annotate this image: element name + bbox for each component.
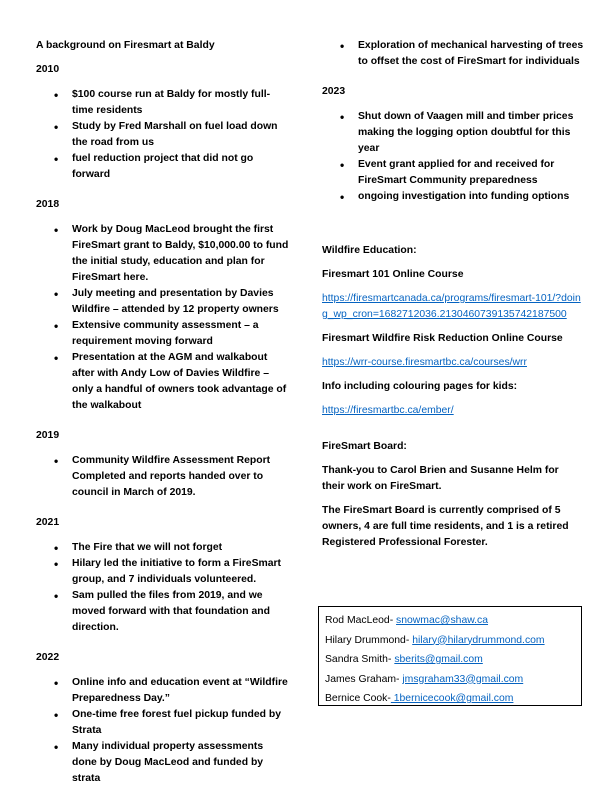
board-composition: The FireSmart Board is currently comprised of 5 owners, 4 are full time residents, and 1 is a retired Registered Professional Forester. — [322, 505, 569, 548]
list-item: • Study by Fred Marshall on fuel load down the road from us — [72, 119, 290, 151]
course-link[interactable]: https://firesmartcanada.ca/programs/firesmart-101/?doing_wp_cron=1682712036.2130460739135742187500 — [322, 293, 581, 320]
list-item: • Event grant applied for and received for FireSmart Community preparedness — [358, 157, 584, 189]
list-item: • Presentation at the AGM and walkabout after with Andy Low of Davies Wildfire – only a handful of owners took advantage of the walkabout — [72, 350, 290, 414]
bullet-list — [36, 453, 290, 501]
list-item: • Many individual property assessments done by Doug MacLeod and funded by strata — [72, 739, 290, 787]
bullet-list — [36, 540, 290, 636]
board-section — [322, 439, 584, 551]
member-email-link[interactable]: hilary@hilarydrummond.com — [412, 634, 545, 646]
right-column — [322, 38, 584, 559]
bullet-list — [322, 109, 584, 205]
member-email-link[interactable]: snowmac@shaw.ca — [396, 615, 489, 626]
education-heading: Wildfire Education: — [322, 245, 417, 256]
list-item: • Hilary led the initiative to form a FireSmart group, and 7 individuals volunteered. — [72, 556, 290, 588]
year-heading: 2021 — [36, 517, 60, 528]
member-name: Hilary Drummond- — [325, 634, 413, 646]
education-section — [322, 243, 584, 419]
member-name: Sandra Smith- — [325, 654, 395, 665]
list-item: • One-time free forest fuel pickup funded by Strata — [72, 707, 290, 739]
member-name: James Graham- — [325, 673, 403, 685]
kids-info-title: Info including colouring pages for kids: — [322, 381, 518, 392]
bullet-list — [36, 675, 290, 787]
year-section-2023 — [322, 84, 584, 205]
year-section-2021 — [36, 515, 290, 636]
bullet-list — [36, 87, 290, 183]
year-section-2010 — [36, 62, 290, 183]
year-section-2018 — [36, 197, 290, 414]
list-item: • Extensive community assessment – a requirement moving forward — [72, 318, 290, 350]
member-name: Rod MacLeod- — [325, 615, 397, 626]
member-name: Bernice Cook- — [325, 693, 391, 704]
list-item: • Community Wildfire Assessment Report Completed and reports handed over to council in March of 2019. — [72, 453, 290, 501]
board-heading: FireSmart Board: — [322, 441, 407, 452]
year-section-2022 — [36, 650, 290, 787]
member-email-link[interactable]: jmsgraham33@gmail.com — [402, 673, 524, 685]
list-item: • Shut down of Vaagen mill and timber prices making the logging option doubtful for this year — [358, 109, 584, 157]
list-item — [325, 611, 575, 631]
list-item: • Work by Doug MacLeod brought the first FireSmart grant to Baldy, $10,000.00 to fund the initial study, education and plan for FireSmart here. — [72, 222, 290, 286]
course-link[interactable]: https://wrr-course.firesmartbc.ca/courses/wrr — [322, 357, 527, 368]
year-heading: 2023 — [322, 86, 346, 97]
list-item — [325, 631, 575, 651]
course-title: Firesmart 101 Online Course — [322, 269, 464, 280]
course-title: Firesmart Wildfire Risk Reduction Online Course — [322, 333, 563, 344]
board-contacts-box — [318, 606, 582, 706]
list-item: • Sam pulled the files from 2019, and we moved forward with that foundation and direction. — [72, 588, 290, 636]
year-heading: 2018 — [36, 199, 60, 210]
list-item: • fuel reduction project that did not go forward — [72, 151, 290, 183]
list-item: • Online info and education event at “Wildfire Preparedness Day.” — [72, 675, 290, 707]
list-item: • $100 course run at Baldy for mostly full-time residents — [72, 87, 290, 119]
list-item — [325, 650, 575, 670]
list-item: • Exploration of mechanical harvesting of trees to offset the cost of FireSmart for individuals — [358, 38, 584, 70]
kids-info-link[interactable]: https://firesmartbc.ca/ember/ — [322, 405, 454, 416]
document-title: A background on Firesmart at Baldy — [36, 40, 215, 51]
bullet-list — [322, 38, 584, 70]
list-item: • ongoing investigation into funding options — [358, 189, 584, 205]
year-heading: 2022 — [36, 652, 60, 663]
year-heading: 2019 — [36, 430, 60, 441]
list-item: • The Fire that we will not forget — [72, 540, 290, 556]
member-email-link[interactable]: sberits@gmail.com — [394, 654, 483, 665]
member-email-link[interactable]: 1bernicecook@gmail.com — [390, 693, 514, 704]
list-item: • July meeting and presentation by Davies Wildfire – attended by 12 property owners — [72, 286, 290, 318]
list-item — [325, 670, 575, 690]
left-column — [36, 38, 290, 801]
year-heading: 2010 — [36, 64, 60, 75]
bullet-list — [36, 222, 290, 414]
board-thanks: Thank-you to Carol Brien and Susanne Helm for their work on FireSmart. — [322, 465, 559, 492]
list-item — [325, 689, 575, 709]
year-section-2019 — [36, 428, 290, 501]
